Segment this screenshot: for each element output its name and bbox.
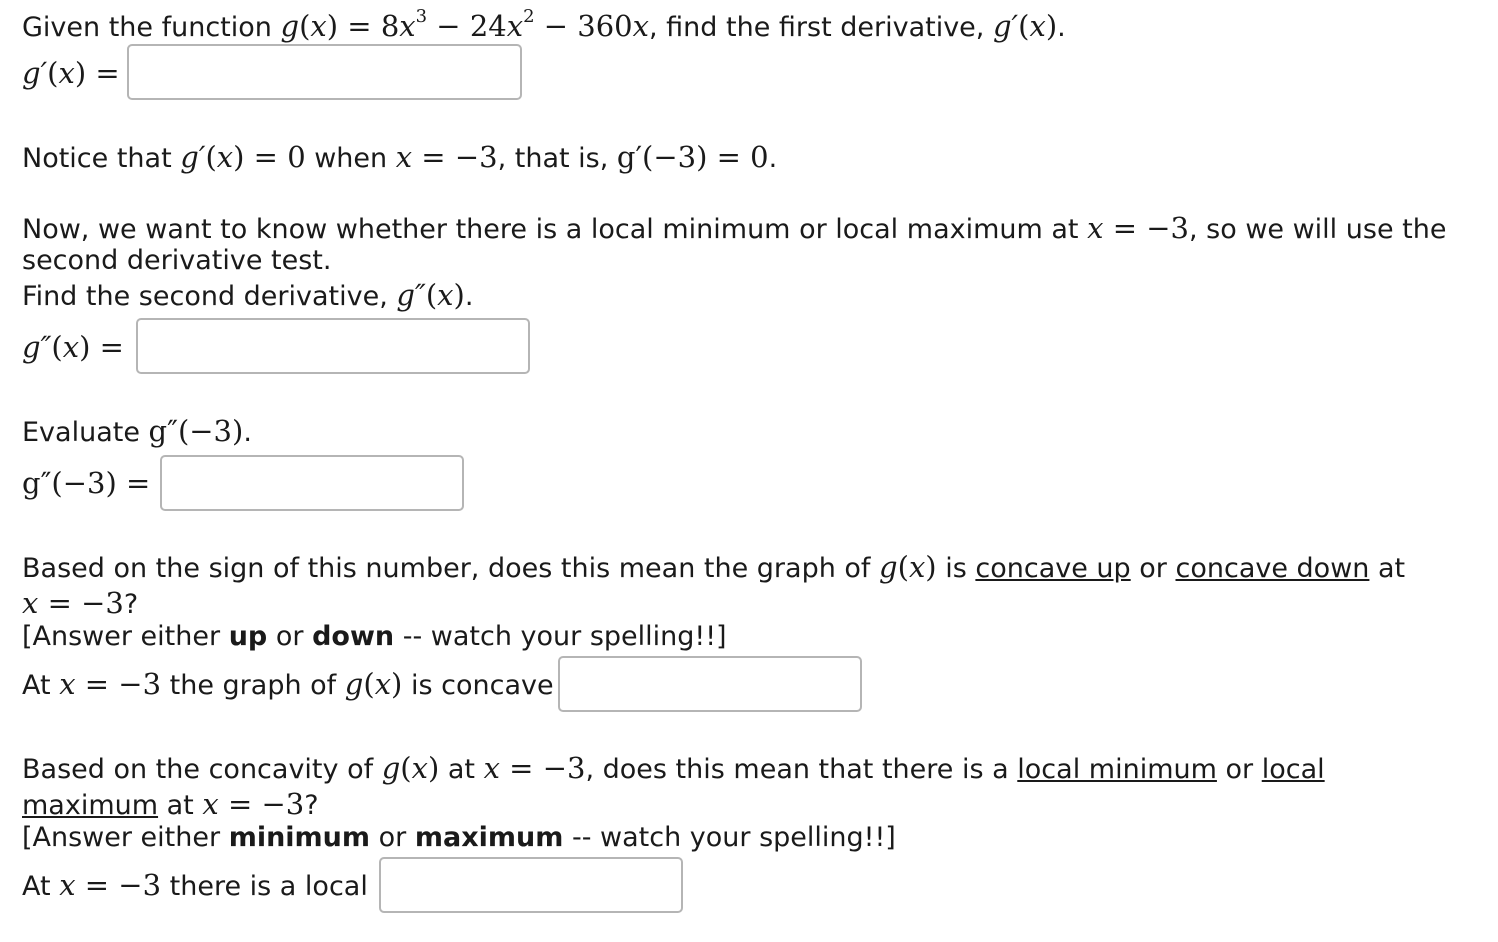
evaluate-second-derivative-input[interactable] bbox=[160, 455, 464, 511]
notice-text: Notice that g′(x) = 0 when x = −3, that is, g′(−3) = 0. bbox=[22, 140, 778, 174]
q3-answer-label: g″(−3) = bbox=[22, 466, 151, 500]
q5-answer-label: At x = −3 there is a local bbox=[22, 868, 368, 902]
extremum-input[interactable] bbox=[379, 857, 683, 913]
now-text-line1: Now, we want to know whether there is a local minimum or local maximum at x = −3, so we will use the bbox=[22, 211, 1447, 245]
q5-prompt-line2: maximum at x = −3? bbox=[22, 787, 319, 821]
q5-prompt-line1: Based on the concavity of g(x) at x = −3, does this mean that there is a local minimum or local bbox=[22, 751, 1325, 785]
second-derivative-input[interactable] bbox=[136, 318, 530, 374]
q5-instructions: [Answer either minimum or maximum -- watch your spelling!!] bbox=[22, 822, 896, 853]
q1-prompt: Given the function $g(x) = 8x^3 - 24x^2 - 360x$, find the first derivative, g′(x). bbox=[22, 6, 1066, 43]
now-text-line2: second derivative test. bbox=[22, 245, 332, 276]
q4-prompt-line1: Based on the sign of this number, does this mean the graph of g(x) is concave up or concave down at bbox=[22, 550, 1406, 584]
q3-prompt: Evaluate g″(−3). bbox=[22, 414, 252, 448]
q1-answer-label: g′(x) = bbox=[22, 56, 120, 90]
q4-prompt-line2: x = −3? bbox=[22, 586, 139, 620]
concavity-input[interactable] bbox=[558, 656, 862, 712]
q4-answer-label: At x = −3 the graph of g(x) is concave bbox=[22, 667, 554, 701]
q2-answer-label: g″(x) = bbox=[22, 330, 124, 364]
q4-instructions: [Answer either up or down -- watch your spelling!!] bbox=[22, 621, 727, 652]
q2-prompt: Find the second derivative, g″(x). bbox=[22, 278, 474, 312]
first-derivative-input[interactable] bbox=[127, 44, 522, 100]
